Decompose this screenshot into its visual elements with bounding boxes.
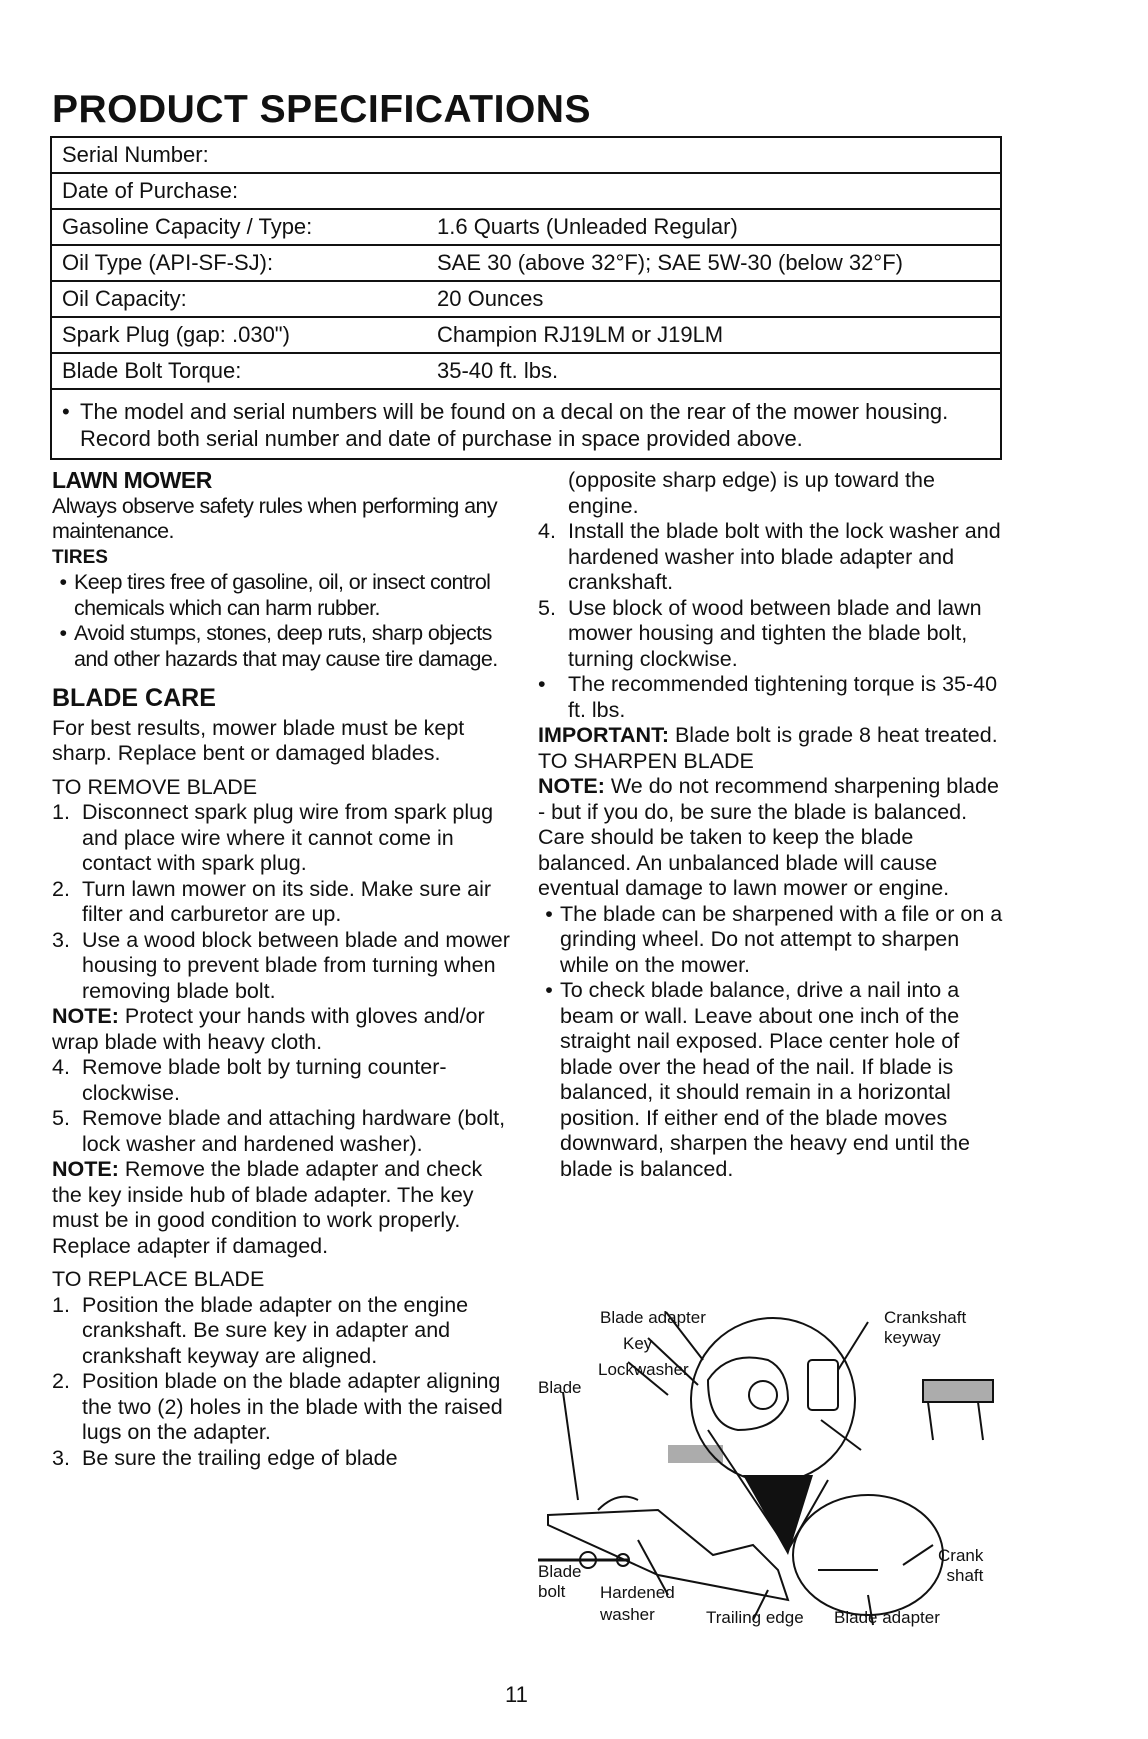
spec-value: 1.6 Quarts (Unleaded Regular) (437, 214, 738, 239)
list-item: 4. Remove blade bolt by turning counter-clockwise. (52, 1055, 512, 1106)
step-text: Remove blade bolt by turning counter-clockwise. (82, 1055, 447, 1105)
spec-note (52, 390, 1000, 460)
continued-text: (opposite sharp edge) is up toward the engine. (568, 468, 935, 518)
list-item: 2. Turn lawn mower on its side. Make sure air filter and carburetor are up. (52, 877, 512, 928)
care-text: Care should be taken to keep the blade balanced. An unbalanced blade will cause eventual damage to lawn mower or engine. (538, 825, 950, 900)
spec-value: SAE 30 (above 32°F); SAE 5W-30 (below 32°F) (437, 250, 903, 275)
step-text: Position blade on the blade adapter aligning the two (2) holes in the blade with the raised lugs on the adapter. (82, 1369, 503, 1444)
spec-row-oil-capacity (52, 282, 1000, 318)
bullet-text: Keep tires free of gasoline, oil, or insect control chemicals which can harm rubber. (74, 570, 491, 620)
list-item: 5. Remove blade and attaching hardware (bolt, lock washer and hardened washer). (52, 1106, 512, 1157)
replace-blade-heading: TO REPLACE BLADE (52, 1267, 265, 1291)
blade-detail (598, 1497, 638, 1510)
left-column (52, 468, 512, 1471)
note-text: Protect your hands with gloves and/or wrap blade with heavy cloth. (52, 1004, 485, 1054)
shaft-shading (668, 1445, 723, 1463)
page-title: PRODUCT SPECIFICATIONS (52, 88, 591, 131)
note-adapter (52, 1157, 512, 1259)
blade-assembly-diagram (538, 1300, 998, 1670)
crankshaft-legs (928, 1402, 983, 1440)
list-item: 5. Use block of wood between blade and lawn mower housing and tighten the blade bolt, turning clockwise. (538, 596, 1003, 673)
lawn-mower-heading: LAWN MOWER (52, 467, 212, 493)
spec-row-torque (52, 354, 1000, 390)
label-blade-top: Blade (538, 1378, 582, 1397)
label-key: Key (623, 1334, 653, 1353)
spec-label: Spark Plug (gap: .030") (62, 322, 290, 347)
bullet-text: Avoid stumps, stones, deep ruts, sharp objects and other hazards that may cause tire damage. (74, 621, 498, 671)
lawn-mower-text: Always observe safety rules when performing any maintenance. (52, 493, 498, 543)
spec-label: Date of Purchase: (62, 178, 239, 203)
step-text: Be sure the trailing edge of blade (82, 1445, 398, 1470)
pointer-blade (563, 1392, 578, 1500)
step-text: Turn lawn mower on its side. Make sure air filter and carburetor are up. (82, 876, 492, 926)
spec-row-date (52, 174, 1000, 210)
pointer-crank (903, 1545, 933, 1565)
step-text: Remove blade and attaching hardware (bolt, lock washer and hardened washer). (82, 1106, 506, 1156)
bullet-text: The blade can be sharpened with a file or on a grinding wheel. Do not attempt to sharpen while on the mower. (560, 901, 1003, 977)
blade-care-heading: BLADE CARE (52, 684, 216, 712)
spec-note-text: The model and serial numbers will be found on a decal on the rear of the mower housing. Record both serial number and date of purchase in space provided above. (80, 399, 949, 451)
bullet-icon: • (545, 978, 553, 1002)
list-item: 3. Use a wood block between blade and mower housing to prevent blade from turning when removing blade bolt. (52, 928, 512, 1005)
spec-value: Champion RJ19LM or J19LM (437, 322, 724, 347)
right-column (538, 468, 1003, 1182)
step-text: Use a wood block between blade and mower housing to prevent blade from turning when removing blade bolt. (82, 927, 510, 1003)
lockwasher-shape (808, 1360, 838, 1410)
blade-care-text: For best results, mower blade must be kept sharp. Replace bent or damaged blades. (52, 715, 465, 765)
list-item (538, 672, 1003, 723)
label-lockwasher: Lockwasher (598, 1360, 689, 1379)
list-item (538, 902, 1003, 979)
important-text: Blade bolt is grade 8 heat treated. (674, 723, 998, 747)
bullet-icon: • (62, 399, 70, 424)
label-blade-adapter-top: Blade adapter (600, 1308, 706, 1327)
note-label: NOTE: (52, 1157, 119, 1181)
bullet-icon: • (59, 570, 67, 594)
bullet-text: The recommended tightening torque is 35-40 ft. lbs. (568, 672, 998, 722)
list-item: 3. Be sure the trailing edge of blade (52, 1445, 398, 1470)
label-trailing-edge: Trailing edge (706, 1608, 804, 1627)
spec-row-oil-type (52, 246, 1000, 282)
bullet-icon: • (538, 672, 546, 696)
list-item: 4. Install the blade bolt with the lock washer and hardened washer into blade adapter and crankshaft. (538, 519, 1003, 596)
adapter-hole (749, 1381, 777, 1409)
label-blade-adapter-bottom: Blade adapter (834, 1608, 940, 1627)
funnel-fill (743, 1475, 813, 1555)
sharpen-blade-heading: TO SHARPEN BLADE (538, 748, 754, 773)
step-text: Use block of wood between blade and lawn mower housing and tighten the blade bolt, turning clockwise. (568, 595, 982, 671)
bullet-text: To check blade balance, drive a nail into a beam or wall. Leave about one inch of the straight nail exposed. Place center hole of blade over the head of the nail. If blade is balanced, it should remain in a horizontal position. If either end of the blade moves downward, sharpen the heavy end until the blade is balanced. (560, 978, 970, 1181)
spec-label: Oil Type (API-SF-SJ): (62, 250, 274, 275)
bullet-icon: • (59, 621, 67, 645)
note-text: We do not recommend sharpening blade - but if you do, be sure the blade is balanced. (538, 774, 999, 824)
label-crank-shaft: Crank shaft (938, 1546, 984, 1585)
note-label: NOTE: (538, 774, 605, 798)
step-text: Install the blade bolt with the lock washer and hardened washer into blade adapter and crankshaft. (568, 519, 1001, 594)
note-sharpen (538, 774, 1003, 825)
important-label: IMPORTANT: (538, 723, 669, 747)
note-protect (52, 1004, 512, 1055)
step-text: Disconnect spark plug wire from spark plug and place wire where it cannot come in contact with spark plug. (82, 800, 494, 875)
spec-label: Oil Capacity: (62, 286, 187, 311)
list-item: 1. Position the blade adapter on the engine crankshaft. Be sure key in adapter and crankshaft keyway are aligned. (52, 1293, 512, 1370)
note-text: Remove the blade adapter and check the key inside hub of blade adapter. The key must be in good condition to work properly. Replace adapter if damaged. (52, 1157, 483, 1258)
spec-row-serial (52, 138, 1000, 174)
label-hardened-washer: Hardened washer (600, 1583, 675, 1624)
spec-label: Gasoline Capacity / Type: (62, 214, 313, 239)
tires-heading: TIRES (52, 546, 108, 568)
spec-label: Blade Bolt Torque: (62, 358, 242, 383)
remove-blade-heading: TO REMOVE BLADE (52, 774, 258, 799)
spec-label: Serial Number: (62, 142, 209, 167)
spec-value: 35-40 ft. lbs. (437, 358, 559, 383)
important-note (538, 723, 1003, 749)
spec-row-gasoline (52, 210, 1000, 246)
spec-value: 20 Ounces (437, 286, 544, 311)
list-item: 1. Disconnect spark plug wire from spark plug and place wire where it cannot come in contact with spark plug. (52, 800, 512, 877)
step-text: Position the blade adapter on the engine crankshaft. Be sure key in adapter and crankshaft keyway are aligned. (82, 1292, 469, 1368)
spec-table (50, 136, 1002, 460)
crankshaft-shading (923, 1380, 993, 1402)
list-item (52, 621, 512, 672)
bullet-icon: • (545, 901, 553, 926)
list-item (538, 978, 1003, 1182)
label-crankshaft-keyway: Crankshaft keyway (884, 1308, 967, 1347)
spec-row-spark-plug (52, 318, 1000, 354)
page-number: 11 (505, 1682, 528, 1707)
list-item (52, 570, 512, 621)
list-item: 2. Position blade on the blade adapter aligning the two (2) holes in the blade with the raised lugs on the adapter. (52, 1369, 512, 1446)
label-blade-bolt: Blade bolt (538, 1562, 582, 1601)
note-label: NOTE: (52, 1004, 119, 1028)
pointer-keyway (838, 1322, 868, 1370)
